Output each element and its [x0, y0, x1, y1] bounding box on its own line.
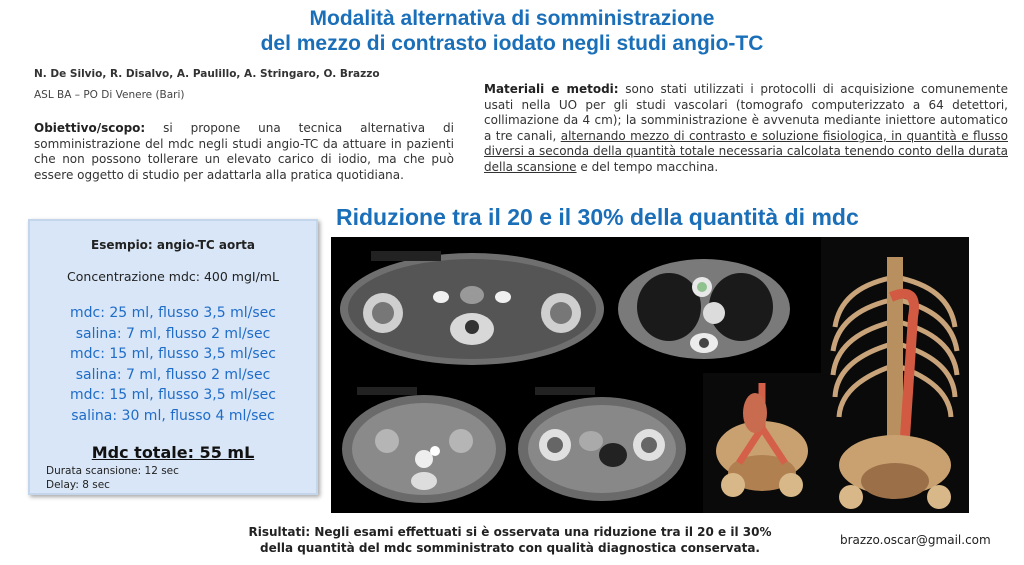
results-line-1	[200, 524, 820, 540]
example-step: salina: 7 ml, flusso 2 ml/sec	[75, 366, 271, 383]
poster-title	[0, 6, 1024, 56]
example-title: Esempio: angio-TC aorta	[91, 238, 255, 252]
example-box	[28, 219, 318, 495]
ct-axial-shoulders	[331, 237, 614, 373]
vr-3d-pelvis-vessels	[703, 373, 821, 513]
example-scan-duration: Durata scansione: 12 sec	[46, 465, 179, 477]
example-step: salina: 30 ml, flusso 4 ml/sec	[71, 407, 275, 424]
ct-axial-abdomen	[337, 377, 512, 513]
methods-text-end: e del tempo macchina.	[576, 159, 719, 174]
example-concentration: Concentrazione mdc: 400 mgI/mL	[67, 269, 279, 284]
ct-axial-chest	[614, 237, 794, 373]
affiliation: ASL BA – PO Di Venere (Bari)	[34, 89, 185, 101]
results-text-1: : Negli esami effettuati si è osservata una riduzione tra il 20 e il 30%	[305, 525, 772, 539]
results-label: Risultati	[248, 525, 306, 539]
authors: N. De Silvio, R. Disalvo, A. Paulillo, A. Stringaro, O. Brazzo	[34, 68, 380, 80]
objective-text: si propone una tecnica alternativa di somministrazione del mdc negli studi angio-TC da attuare in pazienti che non possono tollerare un elevato carico di iodio, ma che può essere oggetto di studio per adattarla alla pratica quotidiana.	[34, 121, 454, 182]
ct-axial-pelvis	[515, 377, 690, 513]
title-line-2: del mezzo di contrasto iodato negli studi angio-TC	[260, 32, 764, 55]
example-step: mdc: 25 ml, flusso 3,5 ml/sec	[70, 305, 276, 321]
results-line-2: della quantità del mdc somministrato con qualità diagnostica conservata.	[259, 541, 760, 555]
results-section	[200, 524, 820, 556]
vr-3d-thorax-aorta	[821, 237, 969, 513]
example-step: salina: 7 ml, flusso 2 ml/sec	[75, 325, 271, 342]
objective-label: Obiettivo/scopo:	[34, 121, 146, 135]
image-panel	[331, 237, 969, 513]
methods-section	[484, 82, 1008, 175]
headline: Riduzione tra il 20 e il 30% della quantità di mdc	[336, 204, 859, 230]
title-line-1: Modalità alternativa di somministrazione	[309, 7, 715, 30]
example-total: Mdc totale: 55 mL	[91, 443, 255, 462]
contact-email[interactable]: brazzo.oscar@gmail.com	[840, 533, 991, 547]
example-steps	[30, 303, 316, 426]
methods-label: Materiali e metodi:	[484, 82, 619, 96]
methods-text: sono stati utilizzati i protocolli di acquisizione comunemente usati nella UO per gli studi vascolari (tomografo computerizzato a 64 detettori, collimazione da 4 cm); la somministrazione è avvenuta mediante iniettore automatico a tre canali,	[484, 82, 1009, 143]
example-delay: Delay: 8 sec	[46, 479, 110, 491]
example-step: mdc: 15 ml, flusso 3,5 ml/sec	[70, 346, 276, 362]
example-step: mdc: 15 ml, flusso 3,5 ml/sec	[70, 387, 276, 403]
objective-section	[34, 121, 454, 183]
methods-underlined-text: alternando mezzo di contrasto e soluzione fisiologica, in quantità e flusso diversi a seconda della quantità totale necessaria calcolata tenendo conto della durata della scansione	[484, 128, 1008, 174]
